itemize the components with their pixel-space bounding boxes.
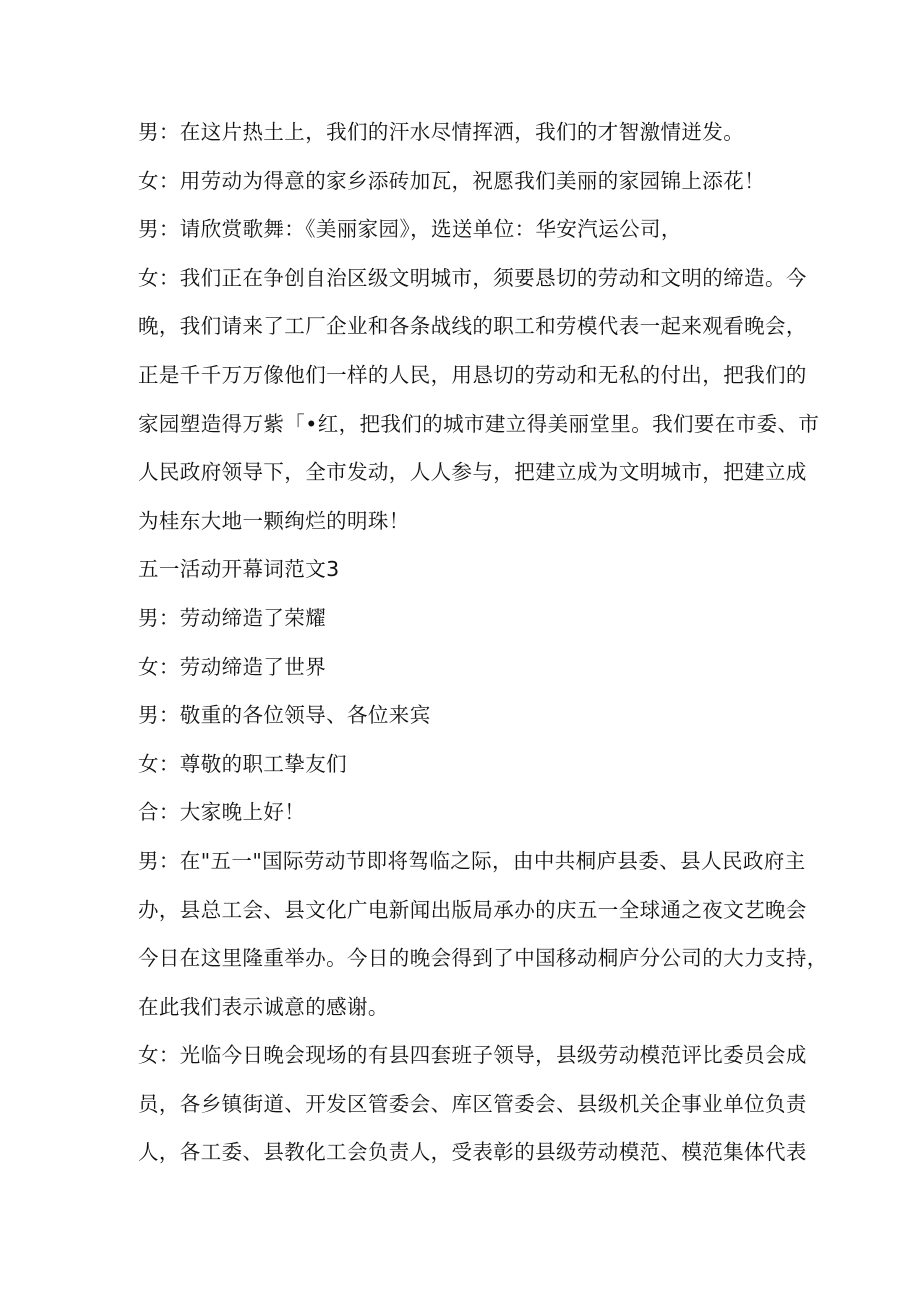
text-line: 今日在这里隆重举办。今日的晚会得到了中国移动桐庐分公司的大力支持， [138, 946, 828, 971]
text-line: 员，各乡镇街道、开发区管委会、库区管委会、县级机关企事业单位负责 [138, 1091, 807, 1116]
text-line: 家园塑造得万紫「•红，把我们的城市建立得美丽堂里。我们要在市委、市 [138, 411, 820, 436]
text-line: 女：我们正在争创自治区级文明城市，须要恳切的劳动和文明的缔造。今 [138, 265, 807, 290]
text-line: 在此我们表示诚意的感谢。 [138, 994, 389, 1019]
text-line: 女：劳动缔造了世界 [138, 654, 327, 679]
text-line: 人，各工委、县教化工会负责人，受表彰的县级劳动模范、模范集体代表 [138, 1140, 807, 1165]
text-line: 女：光临今日晚会现场的有县四套班子领导，县级劳动模范评比委员会成 [138, 1043, 807, 1068]
section-heading: 五一活动开幕词范文3 [138, 557, 340, 582]
text-line: 人民政府领导下，全市发动，人人参与，把建立成为文明城市，把建立成 [138, 460, 807, 485]
text-line: 正是千千万万像他们一样的人民，用恳切的劳动和无私的付出，把我们的 [138, 362, 807, 387]
text-line: 女：尊敬的职工挚友们 [138, 751, 347, 776]
text-line: 男：在"五一"国际劳动节即将驾临之际，由中共桐庐县委、县人民政府主 [138, 848, 806, 873]
document-body [138, 108, 828, 1177]
text-line: 办，县总工会、县文化广电新闻出版局承办的庆五一全球通之夜文艺晚会 [138, 897, 807, 922]
text-line: 男：劳动缔造了荣耀 [138, 605, 327, 630]
text-line: 男：敬重的各位领导、各位来宾 [138, 703, 431, 728]
text-line: 男：在这片热土上，我们的汗水尽情挥洒，我们的才智激情迸发。 [138, 120, 745, 144]
text-line: 为桂东大地一颗绚烂的明珠！ [138, 508, 410, 533]
text-line: 女：用劳动为得意的家乡添砖加瓦，祝愿我们美丽的家园锦上添花！ [138, 168, 765, 193]
text-line: 晚，我们请来了工厂企业和各条战线的职工和劳模代表一起来观看晚会， [138, 314, 807, 339]
text-line: 男：请欣赏歌舞：《美丽家园》，选送单位：华安汽运公司， [138, 217, 682, 242]
text-line: 合：大家晚上好！ [138, 800, 306, 825]
